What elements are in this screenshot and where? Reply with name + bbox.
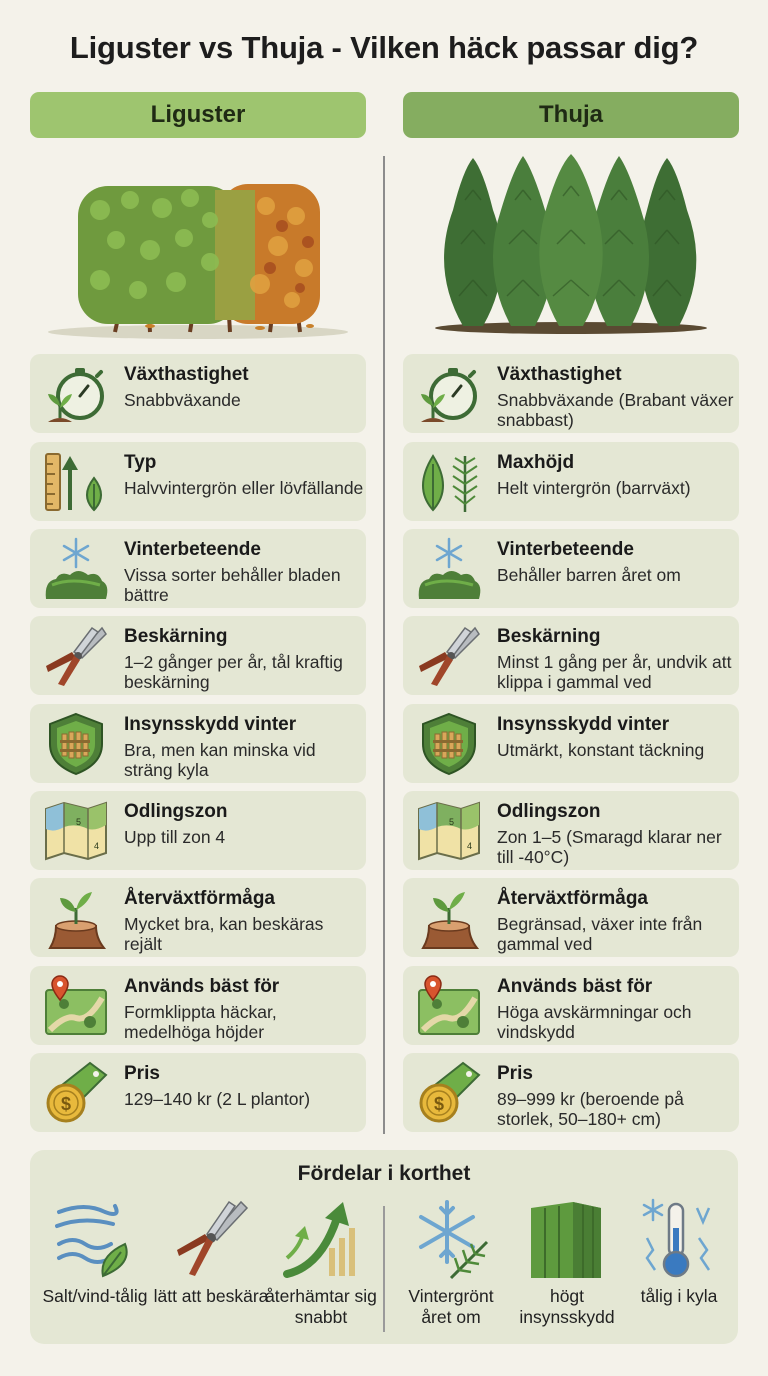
card-value: Halvvintergrön eller lövfällande	[124, 478, 364, 498]
card-value: 1–2 gånger per år, tål kraftig beskärning	[124, 652, 343, 692]
price-tag-coin-icon	[415, 1061, 483, 1125]
zone-map-icon	[42, 799, 110, 863]
card-value: Utmärkt, konstant täckning	[497, 740, 705, 760]
stump-sprout-icon	[42, 886, 110, 950]
ruler-leaf-icon	[42, 450, 110, 514]
card-value: Begränsad, växer inte från gammal ved	[497, 914, 703, 954]
summary-item-text: lätt att beskära	[153, 1286, 269, 1306]
thuja-card-regrowth	[403, 878, 739, 957]
card-value: Formklippta häckar, medelhöga höjder	[124, 1002, 277, 1042]
stopwatch-sprout-icon	[415, 362, 483, 426]
page-title: Liguster vs Thuja - Vilken häck passar dig?	[69, 30, 699, 65]
summary-item-recovers	[262, 1198, 380, 1338]
liguster-card-regrowth	[30, 878, 366, 957]
card-label: Beskärning	[124, 626, 228, 647]
summary-divider	[383, 1206, 385, 1332]
garden-map-pin-icon	[415, 974, 483, 1038]
stopwatch-sprout-icon	[42, 362, 110, 426]
card-label: Beskärning	[497, 626, 601, 647]
thuja-card-pruning	[403, 616, 739, 695]
summary-item-text: tålig i kyla	[640, 1286, 718, 1306]
thuja-card-growth	[403, 354, 739, 433]
snowflake-branch-icon	[411, 1198, 491, 1280]
card-label: Vinterbeteende	[497, 539, 634, 560]
card-label: Insynsskydd vinter	[124, 714, 297, 735]
summary-item-text: högt insynsskydd	[519, 1286, 615, 1327]
snowflake-bush-icon	[415, 537, 483, 601]
summary-title: Fördelar i korthet	[297, 1162, 471, 1185]
thuja-card-privacy	[403, 704, 739, 783]
thuja-card-winter	[403, 529, 739, 608]
liguster-card-price	[30, 1053, 366, 1132]
leaf-needle-icon	[415, 450, 483, 514]
card-value: Minst 1 gång per år, undvik att klippa i gammal ved	[497, 652, 732, 692]
zone-map-icon	[415, 799, 483, 863]
shield-fence-icon	[42, 712, 110, 776]
card-label: Typ	[124, 452, 157, 473]
card-value: Zon 1–5 (Smaragd klarar ner till -40°C)	[497, 827, 722, 867]
liguster-card-winter	[30, 529, 366, 608]
column-header-liguster: Liguster	[30, 92, 366, 138]
liguster-card-pruning	[30, 616, 366, 695]
pruning-shears-icon	[415, 624, 483, 688]
card-value: Snabbväxande (Brabant växer snabbast)	[497, 390, 734, 430]
card-label: Används bäst för	[497, 976, 653, 997]
card-label: Växthastighet	[497, 364, 622, 385]
wind-waves-leaf-icon	[55, 1198, 135, 1280]
pruning-shears-icon	[171, 1198, 251, 1280]
summary-item-salt-wind	[36, 1198, 154, 1338]
summary-panel	[30, 1150, 738, 1344]
liguster-card-type	[30, 442, 366, 521]
liguster-card-zone	[30, 791, 366, 870]
thermometer-cold-icon	[639, 1198, 719, 1280]
summary-item-evergreen	[392, 1198, 510, 1338]
card-value: Behåller barren året om	[497, 565, 681, 585]
summary-item-cold-hardy	[620, 1198, 738, 1338]
card-label: Pris	[124, 1063, 160, 1084]
card-label: Växthastighet	[124, 364, 249, 385]
column-header-thuja: Thuja	[403, 92, 739, 138]
liguster-card-use	[30, 966, 366, 1045]
thuja-card-price	[403, 1053, 739, 1132]
column-divider	[383, 156, 385, 1134]
summary-item-text: Vintergrönt året om	[408, 1286, 494, 1327]
garden-map-pin-icon	[42, 974, 110, 1038]
card-value: Mycket bra, kan beskäras rejält	[124, 914, 324, 954]
card-label: Används bäst för	[124, 976, 280, 997]
liguster-card-privacy	[30, 704, 366, 783]
stump-sprout-icon	[415, 886, 483, 950]
card-value: Vissa sorter behåller bladen bättre	[124, 565, 341, 605]
snowflake-bush-icon	[42, 537, 110, 601]
growth-arrow-icon	[281, 1198, 361, 1280]
card-value: 129–140 kr (2 L plantor)	[124, 1089, 311, 1109]
card-value: Höga avskärmningar och vindskydd	[497, 1002, 692, 1042]
liguster-card-growth	[30, 354, 366, 433]
card-value: Snabbväxande	[124, 390, 241, 410]
summary-item-text: återhämtar sig snabbt	[265, 1286, 377, 1327]
card-label: Pris	[497, 1063, 533, 1084]
card-label: Återväxtförmåga	[497, 888, 648, 909]
card-label: Odlingszon	[124, 801, 228, 822]
card-label: Insynsskydd vinter	[497, 714, 670, 735]
price-tag-coin-icon	[42, 1061, 110, 1125]
summary-item-text: Salt/vind-tålig	[42, 1286, 148, 1306]
thuja-card-zone	[403, 791, 739, 870]
card-value: Helt vintergrön (barrväxt)	[497, 478, 691, 498]
card-label: Vinterbeteende	[124, 539, 261, 560]
thuja-card-use	[403, 966, 739, 1045]
card-value: Upp till zon 4	[124, 827, 226, 847]
card-value: Bra, men kan minska vid sträng kyla	[124, 740, 316, 780]
hedge-wall-icon	[527, 1198, 607, 1280]
thuja-card-maxheight	[403, 442, 739, 521]
card-label: Maxhöjd	[497, 452, 575, 473]
card-label: Odlingszon	[497, 801, 601, 822]
pruning-shears-icon	[42, 624, 110, 688]
summary-item-privacy	[508, 1198, 626, 1338]
liguster-hedge-illustration	[30, 150, 366, 345]
summary-item-easy-prune	[152, 1198, 270, 1338]
card-value: 89–999 kr (beroende på storlek, 50–180+ cm)	[497, 1089, 684, 1129]
card-label: Återväxtförmåga	[124, 888, 275, 909]
thuja-trees-illustration	[403, 150, 739, 345]
shield-fence-icon	[415, 712, 483, 776]
